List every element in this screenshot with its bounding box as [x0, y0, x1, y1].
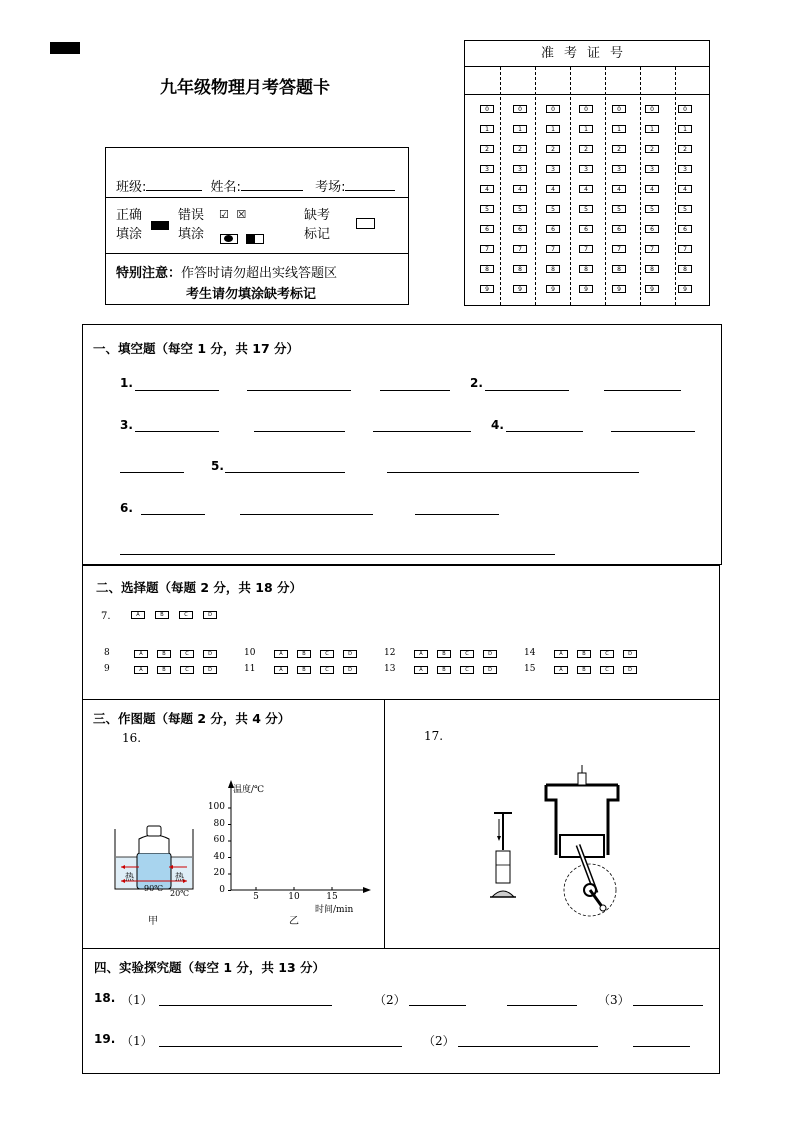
- admission-digit-bubble[interactable]: 2: [546, 145, 560, 153]
- correct-fill-sample: [151, 221, 169, 230]
- page-title: 九年级物理月考答题卡: [160, 78, 330, 98]
- admission-column-divider: [675, 67, 676, 305]
- wrong-fill-samples-top: ☑ ☒: [219, 208, 249, 221]
- info-row-notice: [106, 254, 408, 306]
- admission-digit-bubble[interactable]: 0: [612, 105, 626, 113]
- admission-digit-bubble[interactable]: 4: [645, 185, 659, 193]
- admission-digit-bubble[interactable]: 6: [579, 225, 593, 233]
- admission-digit-bubble[interactable]: 5: [480, 205, 494, 213]
- q5-number: 5.: [211, 459, 224, 473]
- admission-digit-bubble[interactable]: 7: [579, 245, 593, 253]
- section3-divider: [384, 700, 385, 948]
- question-number-11: 11: [244, 664, 256, 674]
- student-info-box: [105, 147, 409, 305]
- choice-option-d[interactable]: D: [483, 666, 497, 674]
- q6-blank-4[interactable]: [120, 554, 555, 555]
- admission-digit-bubble[interactable]: 8: [513, 265, 527, 273]
- absent-label-2: 标记: [304, 227, 331, 242]
- q18-number: 18.: [94, 991, 116, 1005]
- choice-option-c[interactable]: C: [600, 666, 614, 674]
- q4-number: 4.: [491, 418, 504, 432]
- q6-blank-1[interactable]: [141, 514, 205, 515]
- choice-option-b[interactable]: B: [577, 650, 591, 658]
- choice-option-b[interactable]: B: [155, 611, 169, 619]
- q3-blank-3[interactable]: [373, 431, 471, 432]
- q18-part1-label: （1）: [121, 993, 153, 1007]
- choice-option-d[interactable]: D: [623, 666, 637, 674]
- admission-digit-bubble[interactable]: 4: [546, 185, 560, 193]
- admission-digit-bubble[interactable]: 8: [546, 265, 560, 273]
- q17-number: 17.: [424, 729, 444, 743]
- figure-pump-and-engine: [478, 765, 638, 925]
- wrong-fill-label-2: 填涂: [178, 227, 205, 242]
- section2-title: 二、选择题（每题 2 分，共 18 分）: [96, 580, 303, 595]
- admission-digit-bubble[interactable]: 7: [480, 245, 494, 253]
- q18-blank-1[interactable]: [159, 1005, 332, 1006]
- admission-column-divider: [535, 67, 536, 305]
- admission-digit-bubble[interactable]: 9: [546, 285, 560, 293]
- q18-part3-label: （3）: [598, 993, 630, 1007]
- admission-digit-bubble[interactable]: 0: [480, 105, 494, 113]
- admission-digit-bubble[interactable]: 3: [513, 165, 527, 173]
- correct-fill-label-1: 正确: [116, 208, 143, 223]
- q6-number: 6.: [120, 501, 133, 515]
- admission-digit-bubble[interactable]: 1: [579, 125, 593, 133]
- admission-digit-bubble[interactable]: 9: [579, 285, 593, 293]
- q19-blank-3[interactable]: [633, 1046, 690, 1047]
- admission-digit-bubble[interactable]: 4: [480, 185, 494, 193]
- y-tick-label: 60: [213, 835, 225, 845]
- choice-option-c[interactable]: C: [320, 650, 334, 658]
- choice-option-b[interactable]: B: [297, 650, 311, 658]
- section-fill-blank: [82, 324, 722, 565]
- admission-digit-bubble[interactable]: 6: [612, 225, 626, 233]
- admission-digit-bubble[interactable]: 9: [480, 285, 494, 293]
- y-tick-label: 0: [219, 884, 225, 895]
- q1-blank-2[interactable]: [247, 390, 351, 391]
- q1-blank-3[interactable]: [380, 390, 450, 391]
- correct-fill-label-2: 填涂: [116, 227, 143, 242]
- choice-option-a[interactable]: A: [414, 666, 428, 674]
- question-number-13: 13: [384, 664, 396, 674]
- class-field[interactable]: [146, 178, 202, 191]
- choice-option-d[interactable]: D: [483, 650, 497, 658]
- choice-option-d[interactable]: D: [343, 650, 357, 658]
- choice-option-a[interactable]: A: [274, 650, 288, 658]
- admission-digit-bubble[interactable]: 2: [513, 145, 527, 153]
- q3-blank-1[interactable]: [135, 431, 219, 432]
- choice-option-d[interactable]: D: [203, 666, 217, 674]
- name-label: 姓名:: [210, 180, 241, 195]
- choice-option-b[interactable]: B: [297, 666, 311, 674]
- choice-option-b[interactable]: B: [157, 650, 171, 658]
- section-drawing: [82, 699, 720, 949]
- name-field[interactable]: [241, 178, 303, 191]
- q2-number: 2.: [470, 376, 483, 390]
- q3-number: 3.: [120, 418, 133, 432]
- q3-blank-2[interactable]: [254, 431, 345, 432]
- q4-blank-3[interactable]: [120, 472, 184, 473]
- q19-part2-label: （2）: [423, 1034, 455, 1048]
- admission-digit-bubble[interactable]: 4: [678, 185, 692, 193]
- admission-digit-bubble[interactable]: 1: [678, 125, 692, 133]
- admission-digit-bubble[interactable]: 4: [612, 185, 626, 193]
- q6-blank-2[interactable]: [240, 514, 373, 515]
- admission-digit-bubble[interactable]: 2: [579, 145, 593, 153]
- admission-digit-bubble[interactable]: 5: [612, 205, 626, 213]
- q7-number: 7.: [101, 611, 111, 622]
- absent-label-1: 缺考: [304, 208, 331, 223]
- y-axis-label: 温度/℃: [233, 785, 265, 795]
- choice-option-d[interactable]: D: [623, 650, 637, 658]
- admission-digit-bubble[interactable]: 3: [546, 165, 560, 173]
- q19-blank-1[interactable]: [159, 1046, 402, 1047]
- figure-b-label: 乙: [289, 916, 299, 927]
- admission-digit-bubble[interactable]: 0: [645, 105, 659, 113]
- admission-digit-bubble[interactable]: 2: [612, 145, 626, 153]
- admission-digit-bubble[interactable]: 8: [645, 265, 659, 273]
- admission-digit-bubble[interactable]: 1: [480, 125, 494, 133]
- section4-title: 四、实验探究题（每空 1 分，共 13 分）: [94, 960, 326, 975]
- question-number-14: 14: [524, 648, 536, 658]
- admission-digit-bubble[interactable]: 5: [678, 205, 692, 213]
- question-number-10: 10: [244, 648, 256, 658]
- y-tick-label: 100: [207, 802, 225, 812]
- y-tick-label: 20: [213, 868, 225, 878]
- q19-blank-2[interactable]: [458, 1046, 598, 1047]
- admission-digit-bubble[interactable]: 6: [645, 225, 659, 233]
- section-multiple-choice: [82, 565, 720, 700]
- section3-title: 三、作图题（每题 2 分，共 4 分）: [93, 711, 291, 726]
- heat-label-right: 热: [175, 873, 185, 883]
- admission-digit-bubble[interactable]: 7: [612, 245, 626, 253]
- admission-digit-bubble[interactable]: 9: [612, 285, 626, 293]
- q18-blank-3[interactable]: [507, 1005, 577, 1006]
- choice-option-a[interactable]: A: [131, 611, 145, 619]
- x-tick-label: 10: [288, 892, 300, 902]
- alignment-mark: [50, 42, 80, 54]
- admission-digit-bubble[interactable]: 1: [546, 125, 560, 133]
- choice-option-b[interactable]: B: [157, 666, 171, 674]
- admission-digit-bubble[interactable]: 8: [612, 265, 626, 273]
- y-tick-label: 80: [213, 818, 225, 829]
- admission-digit-bubble[interactable]: 0: [678, 105, 692, 113]
- choice-option-c[interactable]: C: [320, 666, 334, 674]
- admission-digit-bubble[interactable]: 1: [612, 125, 626, 133]
- admission-digit-bubble[interactable]: 5: [513, 205, 527, 213]
- admission-column-divider: [605, 67, 606, 305]
- admission-digit-bubble[interactable]: 3: [612, 165, 626, 173]
- temp-90-label: 90℃: [144, 884, 164, 893]
- choice-option-d[interactable]: D: [203, 611, 217, 619]
- admission-digit-bubble[interactable]: 5: [546, 205, 560, 213]
- admission-digit-bubble[interactable]: 0: [546, 105, 560, 113]
- q1-number: 1.: [120, 376, 133, 390]
- admission-digit-bubble[interactable]: 7: [645, 245, 659, 253]
- wrong-fill-samples-bottom: [220, 231, 264, 246]
- absent-mark-box[interactable]: [356, 218, 375, 229]
- admission-digit-bubble[interactable]: 3: [579, 165, 593, 173]
- admission-digit-bubble[interactable]: 8: [678, 265, 692, 273]
- admission-digit-bubble[interactable]: 1: [645, 125, 659, 133]
- admission-digit-bubble[interactable]: 6: [678, 225, 692, 233]
- choice-option-d[interactable]: D: [343, 666, 357, 674]
- choice-option-c[interactable]: C: [460, 650, 474, 658]
- x-axis-label: 时间/min: [315, 905, 354, 915]
- notice-label: 特别注意：: [116, 266, 182, 281]
- figure-a-label: 甲: [148, 916, 158, 927]
- admission-digit-bubble[interactable]: 4: [579, 185, 593, 193]
- temp-20-label: 20℃: [170, 889, 190, 898]
- question-number-12: 12: [384, 648, 396, 658]
- section1-title: 一、填空题（每空 1 分，共 17 分）: [93, 341, 300, 356]
- section-experiment: [82, 948, 720, 1074]
- admission-digit-bubble[interactable]: 6: [480, 225, 494, 233]
- q19-part1-label: （1）: [121, 1034, 153, 1048]
- admission-write-row[interactable]: [465, 67, 709, 95]
- admission-digit-bubble[interactable]: 2: [645, 145, 659, 153]
- admission-column-divider: [500, 67, 501, 305]
- info-row-fields: [106, 148, 408, 198]
- room-label: 考场:: [315, 180, 346, 195]
- admission-digit-bubble[interactable]: 9: [678, 285, 692, 293]
- admission-digit-bubble[interactable]: 7: [678, 245, 692, 253]
- choice-option-b[interactable]: B: [437, 666, 451, 674]
- q2-blank-2[interactable]: [604, 390, 681, 391]
- choice-option-a[interactable]: A: [134, 666, 148, 674]
- choice-option-b[interactable]: B: [577, 666, 591, 674]
- question-number-8: 8: [104, 648, 110, 658]
- x-tick-label: 15: [326, 892, 338, 902]
- choice-option-a[interactable]: A: [554, 666, 568, 674]
- choice-option-b[interactable]: B: [437, 650, 451, 658]
- info-row-fill-guide: [106, 198, 408, 254]
- admission-digit-bubble[interactable]: 2: [480, 145, 494, 153]
- q2-blank-1[interactable]: [485, 390, 569, 391]
- admission-digit-bubble[interactable]: 6: [546, 225, 560, 233]
- admission-digit-bubble[interactable]: 7: [546, 245, 560, 253]
- admission-column-divider: [640, 67, 641, 305]
- choice-option-c[interactable]: C: [600, 650, 614, 658]
- admission-digit-bubble[interactable]: 0: [579, 105, 593, 113]
- q4-blank-2[interactable]: [611, 431, 695, 432]
- q4-blank-1[interactable]: [506, 431, 583, 432]
- q18-part2-label: （2）: [374, 993, 406, 1007]
- notice-line-2: 考生请勿填涂缺考标记: [186, 287, 317, 302]
- wrong-fill-label-1: 错误: [178, 208, 205, 223]
- admission-digit-bubble[interactable]: 5: [579, 205, 593, 213]
- x-tick-label: 5: [253, 892, 259, 902]
- heat-label-left: 热: [125, 873, 135, 883]
- y-tick-label: 40: [213, 851, 225, 862]
- question-number-15: 15: [524, 664, 536, 674]
- admission-title: 准考证号: [465, 41, 709, 67]
- admission-number-box: [464, 40, 710, 306]
- q18-blank-4[interactable]: [633, 1005, 703, 1006]
- choice-option-c[interactable]: C: [179, 611, 193, 619]
- choice-option-d[interactable]: D: [203, 650, 217, 658]
- admission-digit-bubble[interactable]: 3: [678, 165, 692, 173]
- choice-option-a[interactable]: A: [134, 650, 148, 658]
- admission-digit-bubble[interactable]: 2: [678, 145, 692, 153]
- choice-option-a[interactable]: A: [274, 666, 288, 674]
- admission-digit-bubble[interactable]: 5: [645, 205, 659, 213]
- admission-digit-bubble[interactable]: 6: [513, 225, 527, 233]
- admission-digit-bubble[interactable]: 9: [513, 285, 527, 293]
- admission-digit-bubble[interactable]: 1: [513, 125, 527, 133]
- choice-option-c[interactable]: C: [460, 666, 474, 674]
- q6-blank-3[interactable]: [415, 514, 499, 515]
- admission-digit-bubble[interactable]: 3: [480, 165, 494, 173]
- choice-option-c[interactable]: C: [180, 650, 194, 658]
- class-label: 班级:: [116, 180, 147, 195]
- q19-number: 19.: [94, 1032, 116, 1046]
- room-field[interactable]: [345, 178, 395, 191]
- q5-blank-1[interactable]: [225, 472, 345, 473]
- q16-number: 16.: [122, 731, 142, 745]
- figure-heating-bottle: [113, 817, 203, 907]
- admission-digit-bubble[interactable]: 8: [579, 265, 593, 273]
- q5-blank-2[interactable]: [387, 472, 639, 473]
- admission-digit-bubble[interactable]: 3: [645, 165, 659, 173]
- admission-digit-bubble[interactable]: 4: [513, 185, 527, 193]
- admission-digit-bubble[interactable]: 8: [480, 265, 494, 273]
- q18-blank-2[interactable]: [409, 1005, 466, 1006]
- choice-option-c[interactable]: C: [180, 666, 194, 674]
- question-number-9: 9: [104, 664, 110, 674]
- admission-digit-bubble[interactable]: 9: [645, 285, 659, 293]
- admission-digit-bubble[interactable]: 7: [513, 245, 527, 253]
- admission-digit-bubble[interactable]: 0: [513, 105, 527, 113]
- choice-option-a[interactable]: A: [414, 650, 428, 658]
- admission-column-divider: [570, 67, 571, 305]
- temperature-time-chart: [193, 780, 373, 920]
- notice-line-1: 作答时请勿超出实线答题区: [181, 266, 338, 281]
- choice-option-a[interactable]: A: [554, 650, 568, 658]
- q1-blank-1[interactable]: [135, 390, 219, 391]
